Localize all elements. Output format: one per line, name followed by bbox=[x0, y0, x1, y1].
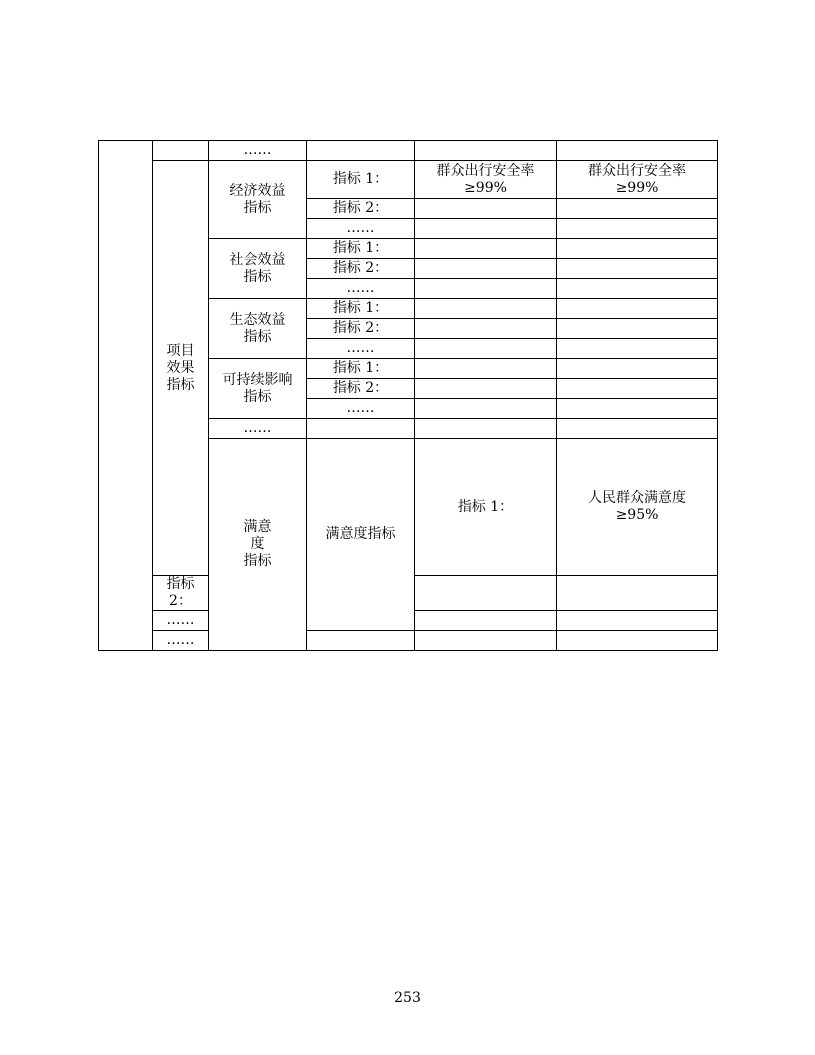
ellipsis-cell: …… bbox=[307, 339, 415, 359]
ellipsis-cell: …… bbox=[307, 219, 415, 239]
actual-value: 群众出行安全率 ≥99% bbox=[557, 161, 718, 199]
page-number: 253 bbox=[394, 990, 421, 1006]
annual-target-value: 群众出行安全率 ≥99% bbox=[415, 161, 557, 199]
annual-target-value: 人民群众满意度 ≥95% bbox=[557, 439, 718, 576]
indicator-2-label: 指标 2： bbox=[307, 319, 415, 339]
ellipsis-cell: …… bbox=[153, 631, 209, 651]
indicator-2-label: 指标 2： bbox=[307, 379, 415, 399]
ecological-benefit-label: 生态效益 指标 bbox=[209, 299, 307, 359]
ellipsis-cell: …… bbox=[307, 399, 415, 419]
ellipsis-cell: …… bbox=[307, 279, 415, 299]
outer-blank-cell bbox=[99, 141, 153, 651]
indicator-2-label: 指标 2： bbox=[307, 199, 415, 219]
ellipsis-cell: …… bbox=[209, 419, 307, 439]
effect-indicator-label: 项目 效果 指标 bbox=[153, 161, 209, 576]
indicator-1-label: 指标 1： bbox=[307, 161, 415, 199]
blank-cell bbox=[307, 141, 415, 161]
indicator-1-label: 指标 1： bbox=[307, 359, 415, 379]
ellipsis-cell: …… bbox=[209, 141, 307, 161]
satisfaction-indicator-level1-label: 满意 度 指标 bbox=[209, 439, 307, 651]
indicator-2-label: 指标 2： bbox=[307, 259, 415, 279]
performance-indicator-table bbox=[98, 140, 718, 651]
social-benefit-label: 社会效益 指标 bbox=[209, 239, 307, 299]
blank-cell bbox=[153, 141, 209, 161]
economic-benefit-label: 经济效益 指标 bbox=[209, 161, 307, 239]
satisfaction-indicator-label: 满意度指标 bbox=[307, 439, 415, 631]
indicator-2-label: 指标 2： bbox=[153, 576, 209, 611]
indicator-1-label: 指标 1： bbox=[307, 299, 415, 319]
blank-cell bbox=[415, 141, 557, 161]
blank-cell bbox=[557, 141, 718, 161]
ellipsis-cell: …… bbox=[153, 611, 209, 631]
sustainable-impact-label: 可持续影响 指标 bbox=[209, 359, 307, 419]
indicator-1-label: 指标 1： bbox=[415, 439, 557, 576]
indicator-1-label: 指标 1： bbox=[307, 239, 415, 259]
